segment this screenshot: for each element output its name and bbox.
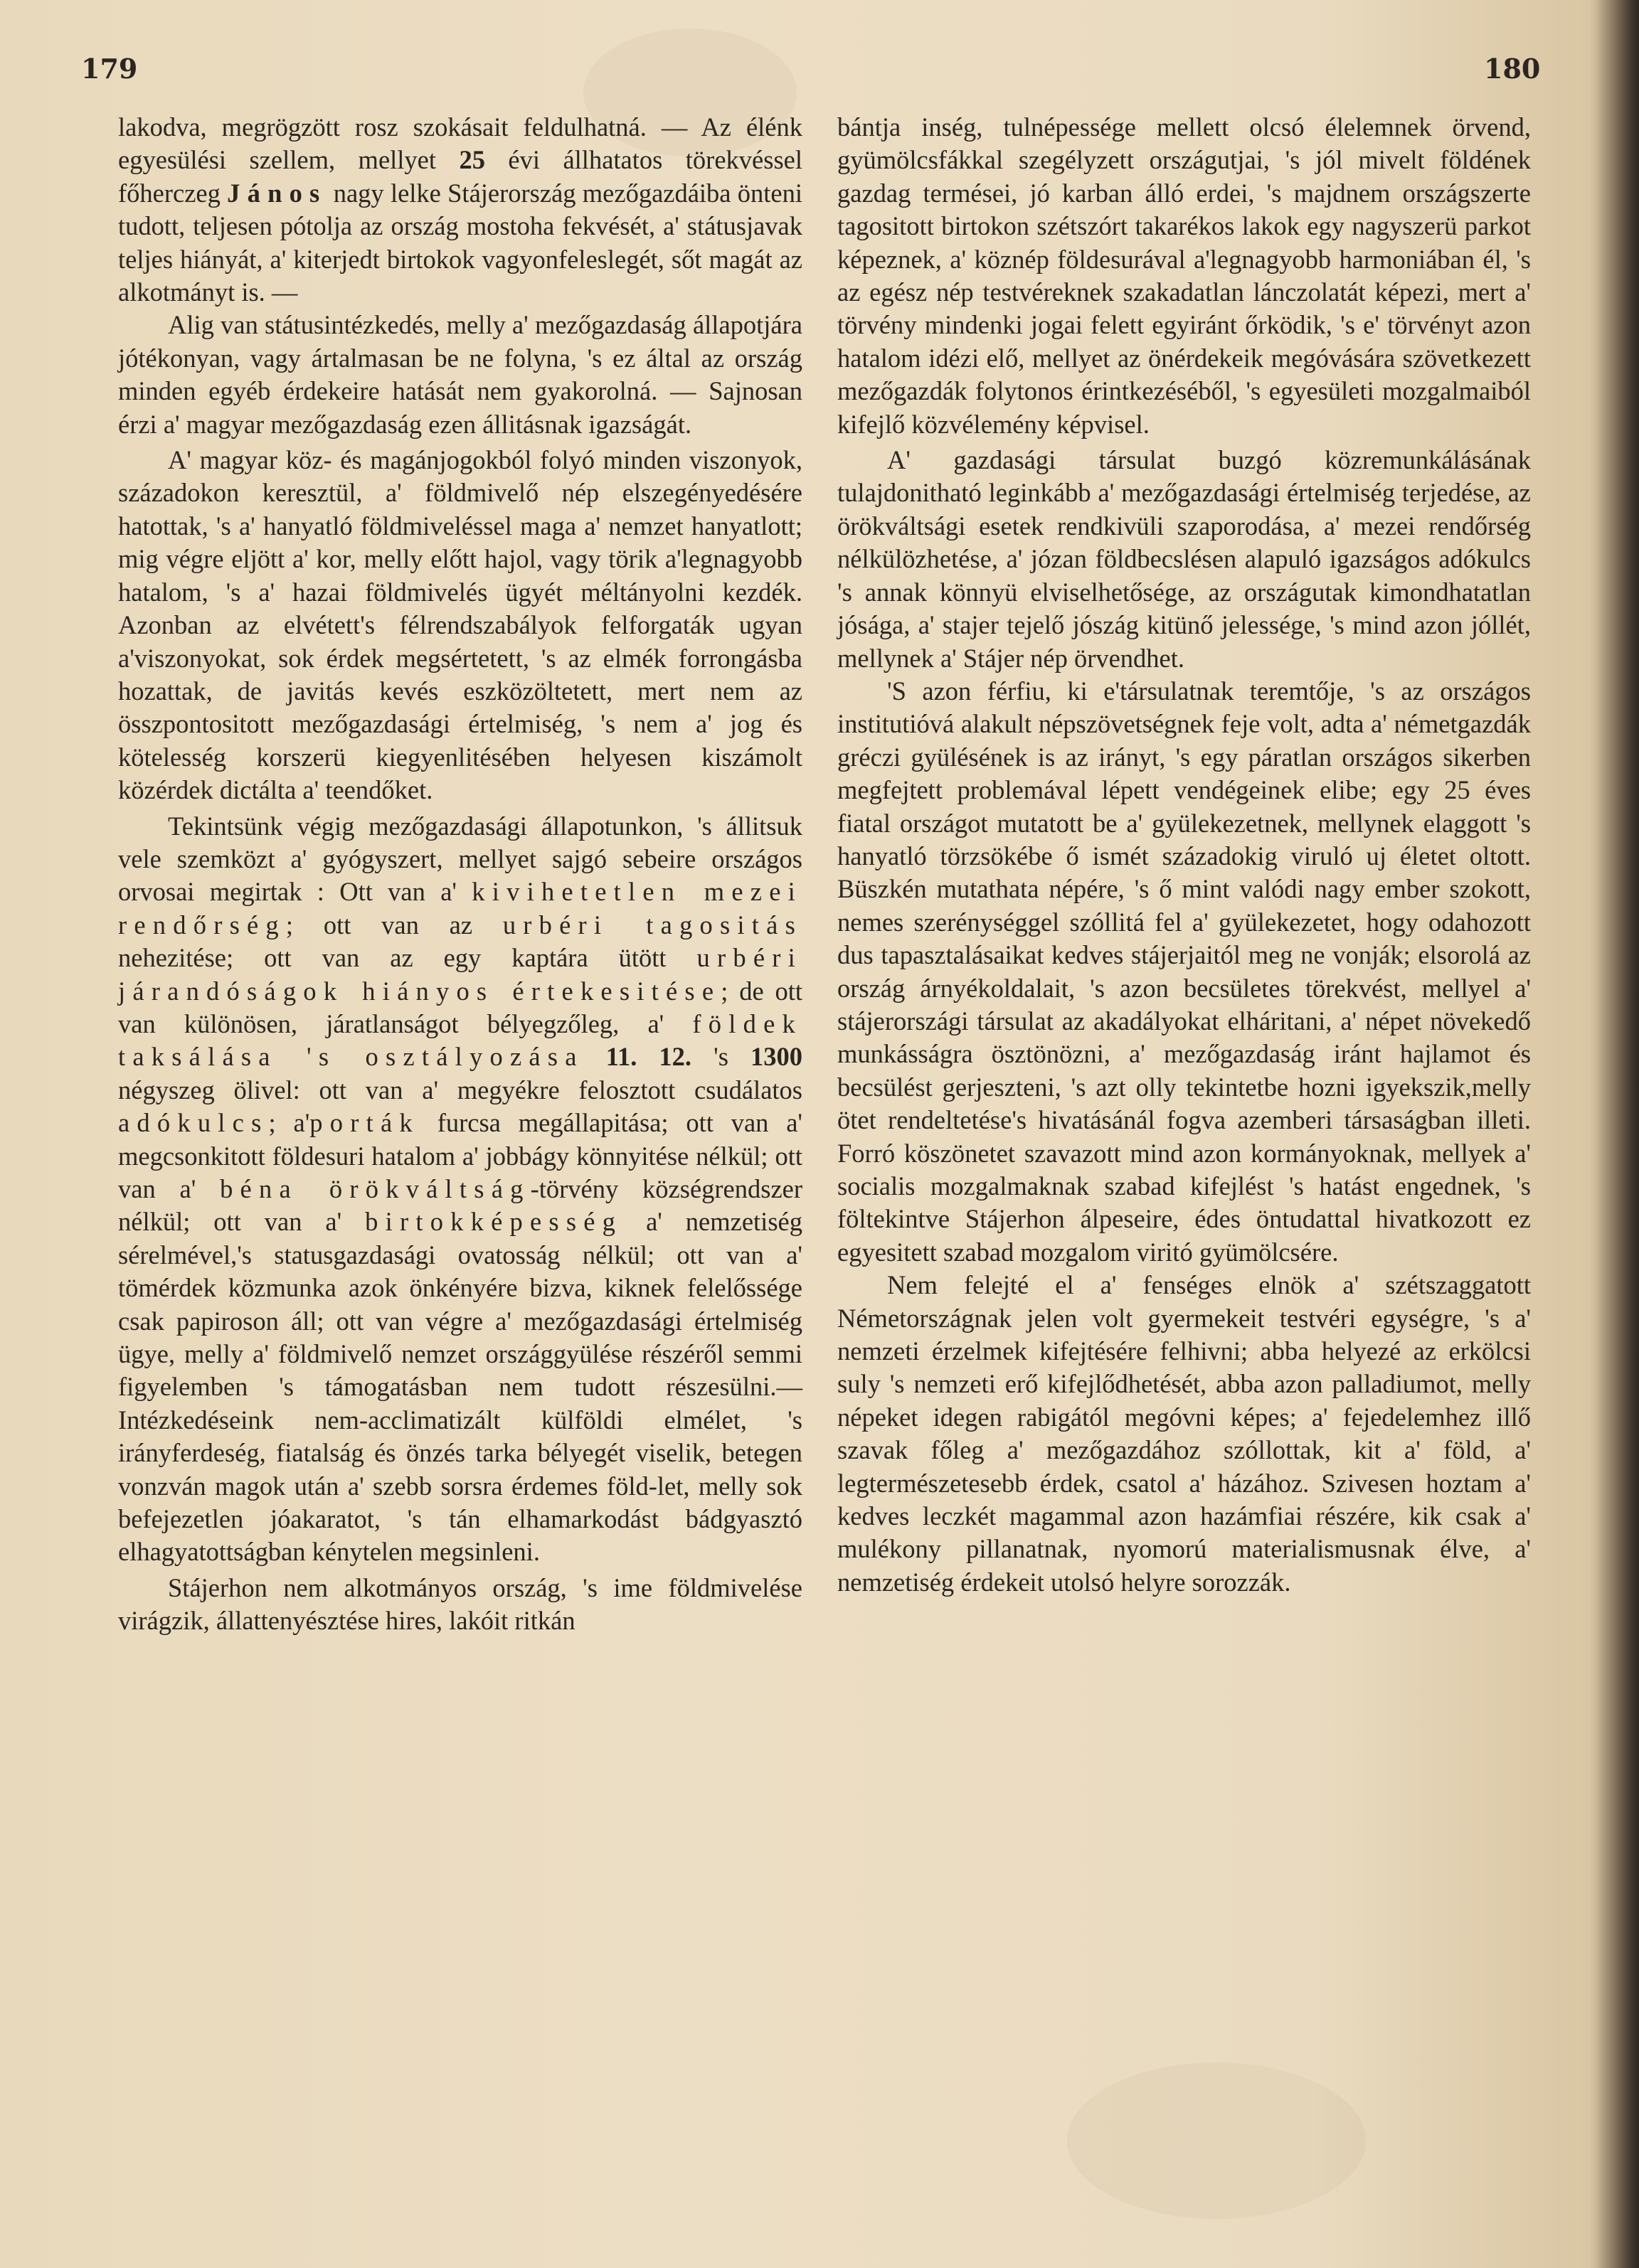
text-run: lakodva, megrögzött rosz szokásait feldulhatná. — Az élénk egyesülési szellem, mellyet <box>118 112 802 175</box>
spaced-term: urbéri tagositás <box>502 910 802 939</box>
text-run: ; ott van az <box>285 910 503 939</box>
bold-number: 25 <box>459 145 485 175</box>
spaced-term: birtokképesség <box>365 1207 623 1237</box>
bold-number: 11. 12. <box>605 1042 692 1072</box>
text-run: furcsa megállapitása; ott van a' megcsonkitott földesuri hatalom a' jobbágy könnyitése nélkül; ott van a' <box>118 1108 803 1203</box>
paragraph: Stájerhon nem alkotmányos ország, 's ime földmivelése virágzik, állattenyésztése hires, lakóit ritkán <box>118 1572 802 1636</box>
bold-number: 1300 <box>750 1042 803 1072</box>
text-run: ; de ott van különösen, járatlanságot bélyegzőleg, a' <box>118 976 802 1038</box>
page-number-right: 180 <box>1484 53 1541 85</box>
bold-name: János <box>227 178 327 208</box>
paragraph <box>118 111 802 309</box>
page-number-left: 179 <box>81 53 138 85</box>
spaced-term: béna örökváltság <box>220 1174 531 1203</box>
text-run: a' nemzetiség sérelmével,'s statusgazdasági ovatosság nélkül; ott van a' tömérdek közmunka azok önkényére bizva, kiknek felelőssége csak papiroson áll; ott van végre a' mezőgazdasági értelmiség ügye, melly a' földmivelő nemzet országgyülése részéről semmi figyelemben 's támogatásban nem tudott részesülni.— Intézkedéseink nem-acclimatizált külföldi elmélet, 's irányferdeség, fiatalság és önzés tarka bélyegét viselik, betegen vonzván magok után a' szebb sorsra érdemes föld-let, melly sok befejezetlen jóakaratot, 's tán elhamarkodást bádgyasztó elhagyatottságban kénytelen megsinleni. <box>118 1207 802 1567</box>
spaced-term: porták <box>309 1108 420 1138</box>
text-run: nehezitése; ott van az egy kaptára ütött <box>118 943 697 973</box>
spaced-term: urbéri járandóságok hiányos értekesitése <box>118 943 802 1006</box>
paragraph: 'S azon férfiu, ki e'társulatnak teremtője, 's az országos institutióvá alakult népszövetségnek feje volt, adta a' németgazdák gréczi gyülésének is az irányt, 's egy páratlan országos sikerben megfejtett problemával lépett vendégeinek elibe; egy 25 éves fiatal országot mutatott be a' gyülekezetnek, mellynek elaggott 's hanyatló törzsökébe ő ismét századokig viruló uj életet oltott. Büszkén mutathata népére, 's ő mint valódi nagy ember szokott, nemes szerénységgel szóllitá fel a' gyülekezetet, hogy odahozott dus tapasztalásaikat kedves stájerjaitól meg ne vonják; elsorolá az ország árnyékoldalait, 's azon becsületes törekvést, mellyel a' stájerországi társulat az akadályokat elháritani, a' népet növekedő munkásságra ösztönözni, a' mezőgazdaság iránt hajlamot és becsülést gerjeszteni, 's azt olly tekintetbe hozni igyekszik,melly ötet rendeltetése's hivatásánál fogva azemberi társaságban illeti. Forró köszönetet szavazott mind azon kormányoknak, mellyek a' socialis mozgalmaknak szabad kifejlést 's hatást engednek, 's föltekintve Stájerhon álpeseire, édes öntudattal hivatkozott ez egyesitett szabad mozgalom viritó gyümölcsére. <box>837 676 1531 1267</box>
text-run <box>584 1042 606 1071</box>
paragraph: Nem felejté el a' fenséges elnök a' szétszaggatott Németországnak jelen volt gyermekeit testvéri egységre, 's a' nemzeti érzelmek kifejtésére felhivni; abba helyezé az erkölcsi suly 's nemzeti erő kifejlődhetését, abba azon palladiumot, melly népeket idegen rabigától megóvni képes; a' fejedelemhez illő szavak főleg a' mezőgazdához szóllottak, kit a' föld, a' legtermészetesebb érdek, csatol a' házához. Szivesen hoztam a' kedves leczkét magammal azon hazámfiai részére, kik csak a' mulékony pillanatnak, nyomorú materialismusnak élve, a' nemzetiség érdekeit utolsó helyre sorozzák. <box>837 1270 1531 1597</box>
spaced-term: adókulcs <box>118 1108 269 1138</box>
spaced-term: földek taksálása 's osztályozása <box>118 1008 802 1072</box>
text-run: -törvény községrendszer nélkül; ott van a' <box>118 1174 803 1237</box>
text-run: ; a' <box>268 1108 310 1138</box>
left-text-column <box>118 111 802 1638</box>
paper-stain <box>1067 2062 1366 2219</box>
right-text-column <box>837 111 1531 1599</box>
paragraph: A' magyar köz- és magánjogokból folyó minden viszonyok, századokon keresztül, a' földmivelő nép elszegényedésére hatottak, 's a' hanyatló földmiveléssel maga a' nemzet hanyatlott; mig végre eljött a' kor, melly előtt hajol, vagy törik a'legnagyobb hatalom, 's a' hazai földmivelés ügyét méltányolni kezdék. Azonban az elvétett's félrendszabályok felforgaták ugyan a'viszonyokat, sok érdek megsértetett, 's az elmék forrongásba hozattak, de javitás kevés eszközöltetett, mert nem az összpontositott mezőgazdasági értelmiség, 's nem a' jog és kötelesség korszerü kiegyenlitésében helyesen kiszámolt közérdek dictálta a' teendőket. <box>118 445 802 805</box>
text-run: négyszeg ölivel: ott van a' megyékre felosztott csudálatos <box>118 1075 802 1104</box>
text-run: 's <box>691 1042 751 1072</box>
paragraph <box>118 810 802 1569</box>
paragraph: A' gazdasági társulat buzgó közremunkálásának tulajdonitható leginkább a' mezőgazdasági értelmiség terjedése, az örökváltsági esetek rendkivüli szaporodása, a' mezei rendőrség nélkülözhetése, a' józan földbecslésen alapuló igazságos adókulcs 's annak könnyü elviselhetősége, az országutak kimondhatatlan jósága, a' stajer tejelő jószág kitünő jelessége, 's mind azon jóllét, mellynek a' Stájer nép örvendhet. <box>837 445 1531 673</box>
text-run: Tekintsünk végig mezőgazdasági állapotunkon, 's állitsuk vele szemközt a' gyógyszert, mellyet sajgó sebeire országos orvosai megirtak : Ott van a' <box>118 811 802 907</box>
text-run: nagy lelke Stájerország mezőgazdáiba önteni tudott, teljesen pótolja az ország mostoha fekvését, a' státusjavak teljes hiányát, a' kiterjedt birtokok vagyonfeleslegét, sőt magát az alkotmányt is. — <box>118 178 802 307</box>
paragraph: bántja inség, tulnépessége mellett olcsó élelemnek örvend, gyümölcsfákkal szegélyzett országutjai, 's jól mivelt földének gazdag termései, jó karban álló erdei, 's majdnem országszerte tagositott birtokon szétszórt takarékos lakok egy nagyszerü parkot képeznek, a' köznép földesurával a'legnagyobb harmoniában él, 's az egész nép testvéreknek szakadatlan lánczolatát képezi, mert a' törvény mindenki jogai felett egyiránt őrködik, 's e' törvényt azon hatalom idézi elő, mellyet az önérdekeik megóvására szövetkezett mezőgazdák folytonos érintkezéséből, 's egyesületi mozgalmaiból kifejlő közvélemény képvisel. <box>837 112 1531 439</box>
text-run: évi állhatatos törekvéssel főherczeg <box>118 145 802 208</box>
paragraph: Alig van státusintézkedés, melly a' mezőgazdaság állapotjára jótékonyan, vagy ártalmasan be ne folyna, 's ez által az ország minden egyéb érdekeire hatását nem gyakorolná. — Sajnosan érzi a' magyar mezőgazdaság ezen állitásnak igazságát. <box>118 310 802 439</box>
spaced-term: kivihetetlen mezei rendőrség <box>118 877 802 939</box>
book-binding-edge <box>1598 0 1639 2268</box>
